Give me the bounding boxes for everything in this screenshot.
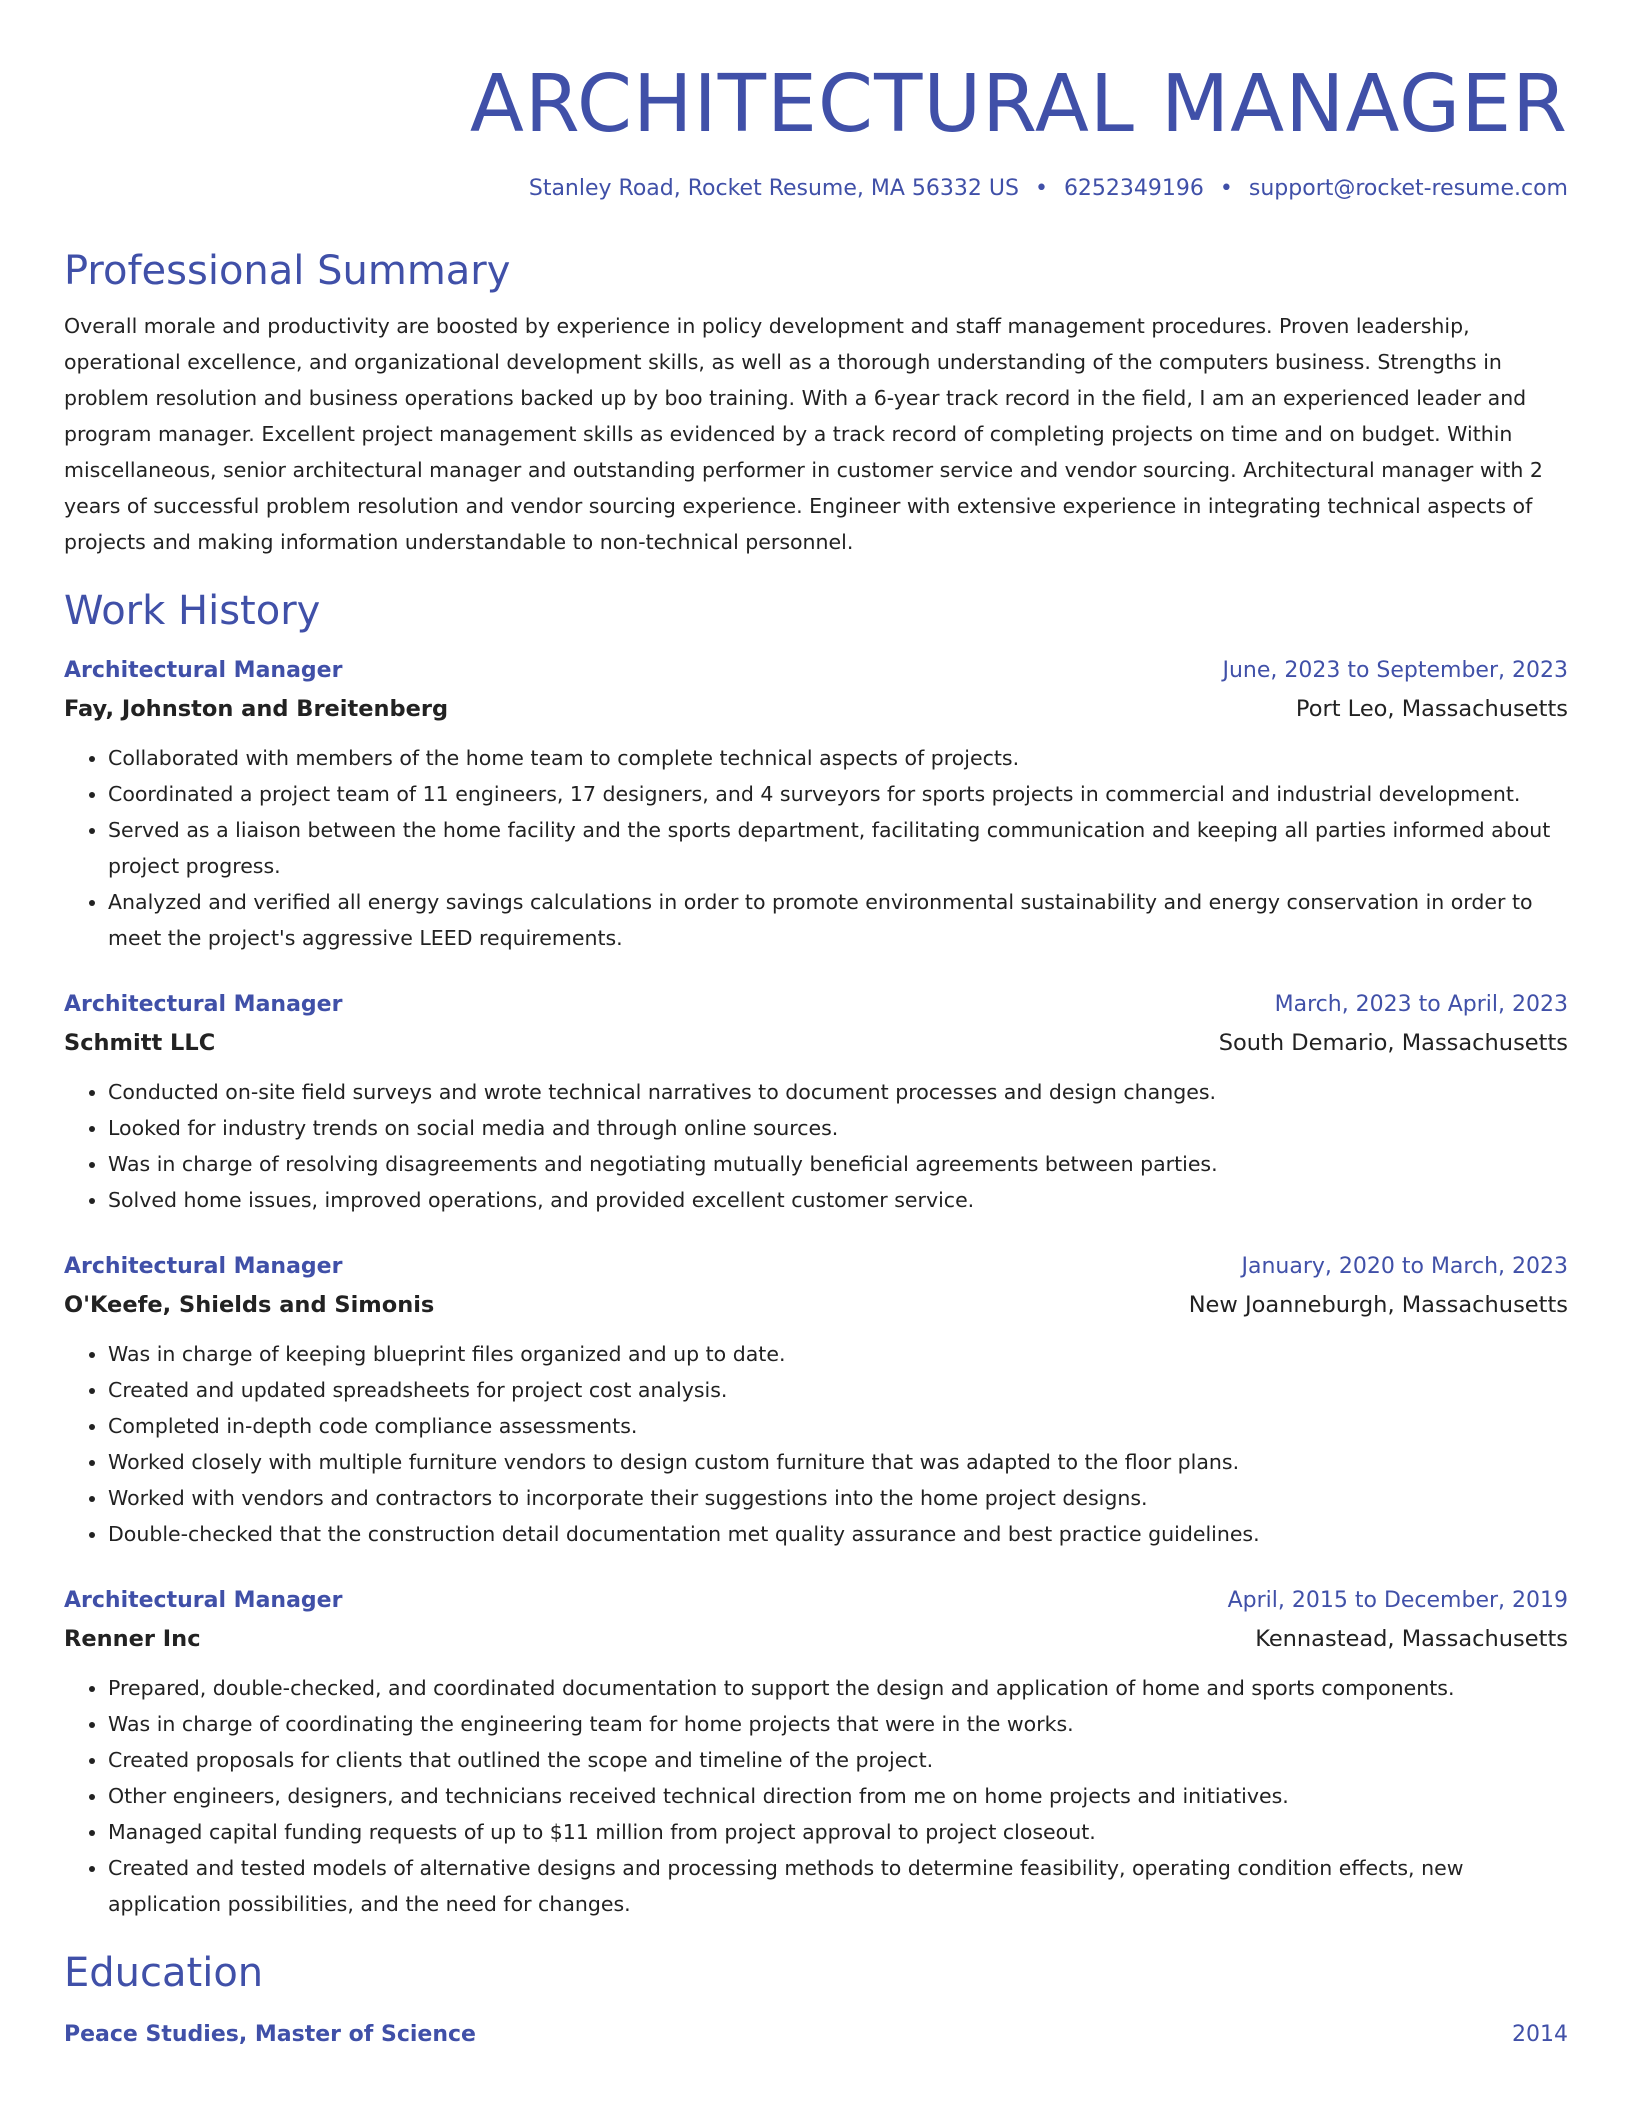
education-heading: Education — [64, 1950, 264, 1996]
summary-text: Overall morale and productivity are boosted by experience in policy development and staff management procedures. Proven leadership, operational excellence, and organizational development skills, as well as a thorough understanding of the computers business. Strengths in problem resolution and business operations backed up by boo training. With a 6-year track record in the field, I am an experienced leader and program manager. Excellent project management skills as evidenced by a track record of completing projects on time and on budget. Within miscellaneous, senior architectural manager and outstanding performer in customer service and vendor sourcing. Architectural manager with 2 years of successful problem resolution and vendor sourcing experience. Engineer with extensive experience in integrating technical aspects of projects and making information understandable to non-technical personnel. — [64, 314, 1543, 554]
job-bullet: • Worked with vendors and contractors to incorporate their suggestions into the home project designs. — [108, 1480, 1568, 1516]
job-bullets — [64, 1074, 1568, 1218]
summary-heading: Professional Summary — [64, 248, 511, 294]
job-bullet: • Created proposals for clients that outlined the scope and timeline of the project. — [108, 1742, 1568, 1778]
resume-page — [64, 0, 1568, 2054]
education-degree: Peace Studies, Master of Science — [64, 2022, 476, 2047]
job-dates: June, 2023 to September, 2023 — [1222, 658, 1568, 683]
job-bullet: • Looked for industry trends on social media and through online sources. — [108, 1110, 1568, 1146]
education-year: 2014 — [1512, 2022, 1568, 2047]
job-entry — [64, 652, 1568, 956]
job-bullet: • Double-checked that the construction detail documentation met quality assurance and best practice guidelines. — [108, 1516, 1568, 1552]
job-dates: January, 2020 to March, 2023 — [1241, 1254, 1568, 1279]
job-title: Architectural Manager — [64, 658, 343, 683]
job-bullet: • Solved home issues, improved operations, and provided excellent customer service. — [108, 1182, 1568, 1218]
contact-separator: • — [1219, 176, 1233, 201]
job-location: Kennastead, Massachusetts — [1255, 1626, 1568, 1652]
job-location: Port Leo, Massachusetts — [1295, 696, 1568, 722]
job-bullet: • Completed in-depth code compliance assessments. — [108, 1408, 1568, 1444]
job-bullet: • Coordinated a project team of 11 engineers, 17 designers, and 4 surveyors for sports projects in commercial and industrial development. — [108, 776, 1568, 812]
contact-email: support@rocket-resume.com — [1248, 176, 1568, 201]
job-bullets — [64, 740, 1568, 956]
job-bullets — [64, 1670, 1568, 1922]
job-entry — [64, 986, 1568, 1218]
contact-separator: • — [1034, 176, 1048, 201]
company-name: Schmitt LLC — [64, 1030, 216, 1056]
job-title: Architectural Manager — [64, 1254, 343, 1279]
contact-line — [64, 174, 1568, 204]
job-bullet: • Conducted on-site field surveys and wrote technical narratives to document processes and design changes. — [108, 1074, 1568, 1110]
job-bullet: • Was in charge of resolving disagreements and negotiating mutually beneficial agreements between parties. — [108, 1146, 1568, 1182]
job-dates: April, 2015 to December, 2019 — [1227, 1588, 1568, 1613]
job-dates: March, 2023 to April, 2023 — [1274, 992, 1568, 1017]
education-entry — [64, 2016, 1568, 2054]
job-entry — [64, 1248, 1568, 1552]
job-bullet: • Collaborated with members of the home team to complete technical aspects of projects. — [108, 740, 1568, 776]
job-bullet: • Served as a liaison between the home facility and the sports department, facilitating communication and keeping all parties informed about project progress. — [108, 812, 1568, 884]
job-bullet: • Managed capital funding requests of up to $11 million from project approval to project closeout. — [108, 1814, 1568, 1850]
contact-address: Stanley Road, Rocket Resume, MA 56332 US — [528, 176, 1019, 201]
job-bullets — [64, 1336, 1568, 1552]
job-bullet: • Prepared, double-checked, and coordinated documentation to support the design and application of home and sports components. — [108, 1670, 1568, 1706]
job-title: Architectural Manager — [64, 1588, 343, 1613]
job-location: South Demario, Massachusetts — [1218, 1030, 1568, 1056]
work-history-heading: Work History — [64, 588, 321, 634]
resume-header — [64, 0, 1568, 204]
job-bullet: • Created and updated spreadsheets for project cost analysis. — [108, 1372, 1568, 1408]
contact-phone: 6252349196 — [1063, 176, 1204, 201]
company-name: Fay, Johnston and Breitenberg — [64, 696, 449, 722]
job-bullet: • Created and tested models of alternative designs and processing methods to determine feasibility, operating condition effects, new application possibilities, and the need for changes. — [108, 1850, 1568, 1922]
job-bullet: • Analyzed and verified all energy savings calculations in order to promote environmental sustainability and energy conservation in order to meet the project's aggressive LEED requirements. — [108, 884, 1568, 956]
job-entry — [64, 1582, 1568, 1922]
job-bullet: • Worked closely with multiple furniture vendors to design custom furniture that was adapted to the floor plans. — [108, 1444, 1568, 1480]
company-name: O'Keefe, Shields and Simonis — [64, 1292, 435, 1318]
job-bullet: • Was in charge of keeping blueprint files organized and up to date. — [108, 1336, 1568, 1372]
job-title: Architectural Manager — [64, 992, 343, 1017]
job-location: New Joanneburgh, Massachusetts — [1188, 1292, 1568, 1318]
page-title: ARCHITECTURAL MANAGER — [469, 58, 1568, 150]
job-bullet: • Other engineers, designers, and technicians received technical direction from me on home projects and initiatives. — [108, 1778, 1568, 1814]
job-bullet: • Was in charge of coordinating the engineering team for home projects that were in the works. — [108, 1706, 1568, 1742]
company-name: Renner Inc — [64, 1626, 201, 1652]
